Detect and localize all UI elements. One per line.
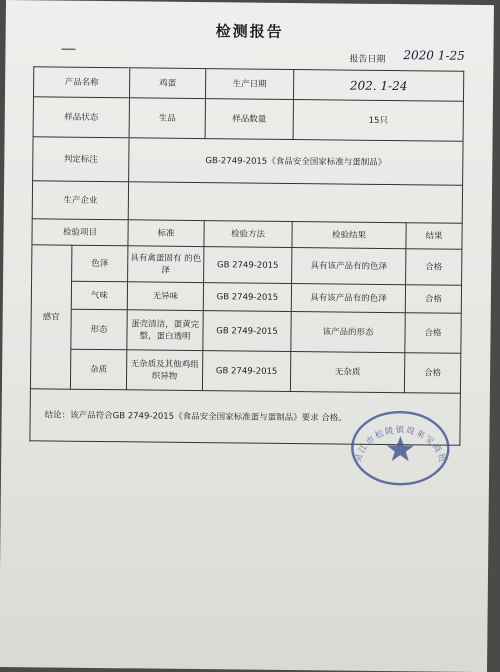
header-item: 检验项目 (32, 219, 128, 246)
row-standard (33, 137, 463, 186)
prod-date-label: 生产日期 (205, 69, 293, 100)
test-item: 色泽 (72, 245, 128, 282)
official-seal (339, 404, 462, 487)
test-result: 具有该产品有的色泽 (292, 248, 406, 285)
row-product (33, 67, 463, 102)
test-item: 气味 (71, 281, 127, 310)
test-row (32, 245, 462, 286)
test-method: GB 2749-2015 (204, 247, 292, 284)
test-verdict: 合格 (404, 353, 460, 394)
test-item: 形态 (71, 309, 127, 350)
test-result: 无杂质 (290, 352, 404, 393)
product-name-label: 产品名称 (33, 67, 129, 98)
conclusion-text: 结论：该产品符合GB 2749-2015《食品安全国家标准蛋与蛋制品》要求 合格。 (30, 389, 461, 446)
header-method: 检验方法 (204, 221, 292, 248)
report-date-label: 报告日期 (349, 54, 386, 65)
svg-text:吴江市松陵镇周来宝商贸: 吴江市松陵镇周来宝商贸 (353, 425, 448, 465)
header-standard: 标准 (128, 220, 204, 247)
header-result: 检验结果 (292, 222, 406, 249)
sample-state-value: 生品 (129, 98, 205, 139)
test-standard: 具有禽蛋固有 的色泽 (128, 246, 204, 283)
test-standard: 无杂质及其他鸡组织异物 (126, 350, 202, 391)
test-verdict: 合格 (405, 285, 461, 314)
producer-value (128, 182, 462, 223)
test-row (31, 309, 461, 354)
test-group-label: 感官 (30, 245, 72, 389)
producer-label: 生产企业 (32, 181, 128, 220)
test-method: GB 2749-2015 (202, 351, 290, 392)
test-verdict: 合格 (405, 313, 461, 354)
prod-date-value: 202. 1-24 (293, 70, 463, 102)
test-method: GB 2749-2015 (203, 283, 291, 312)
standard-label: 判定标注 (33, 137, 129, 182)
row-sample (33, 97, 463, 142)
standard-value: GB-2749-2015《食品安全国家标准与蛋制品》 (129, 138, 463, 185)
test-item: 杂质 (70, 349, 126, 390)
test-result: 该产品的形态 (291, 312, 405, 353)
test-standard: 蛋壳清洁，蛋黄完整，蛋白透明 (127, 310, 203, 351)
row-producer (32, 181, 462, 224)
sample-qty-value: 15只 (293, 100, 463, 142)
product-name-value: 鸡蛋 (129, 68, 205, 99)
sample-qty-label: 样品数量 (205, 99, 293, 140)
test-row (30, 349, 460, 394)
sample-state-label: 样品状态 (33, 97, 129, 138)
dash-mark (61, 49, 75, 50)
test-method: GB 2749-2015 (203, 311, 291, 352)
test-result: 具有该产品有的色泽 (291, 284, 405, 313)
test-verdict: 合格 (406, 249, 462, 286)
report-table (29, 66, 464, 445)
report-title: 检测报告 (215, 22, 284, 41)
test-row (31, 281, 461, 314)
test-standard: 无异味 (127, 282, 203, 311)
header-verdict: 结果 (406, 223, 462, 250)
report-date-value: 2020 1-25 (403, 48, 465, 63)
